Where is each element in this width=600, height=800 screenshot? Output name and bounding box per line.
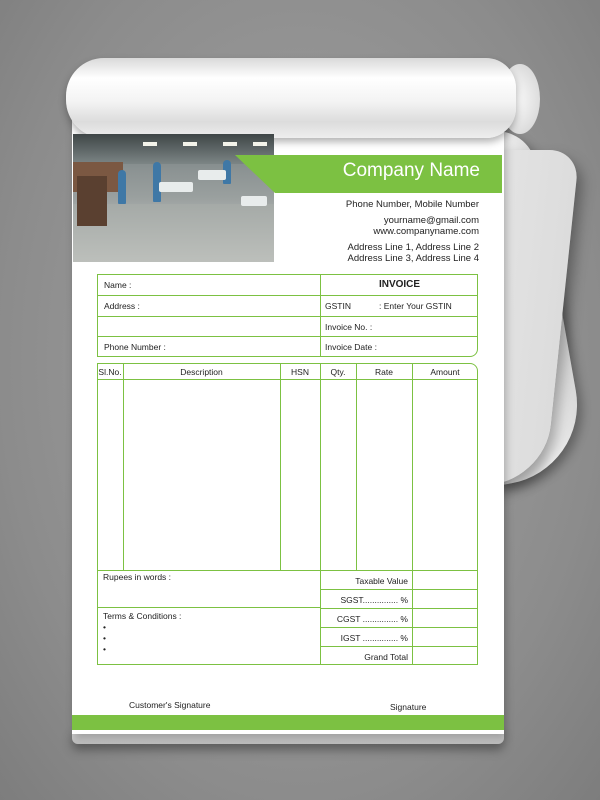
column-header-slno: Sl.No. [98, 367, 122, 377]
totals-row-line [320, 646, 478, 647]
table-header-line [97, 379, 478, 380]
cgst-label: CGST ............... % [336, 614, 408, 624]
terms-bullet: • [103, 633, 106, 643]
gstin-value: : Enter Your GSTIN [379, 301, 452, 311]
column-header-qty: Qty. [330, 367, 346, 377]
terms-bullet: • [103, 622, 106, 632]
rupees-in-words-label: Rupees in words : [103, 572, 172, 582]
totals-row-line [320, 608, 478, 609]
info-row-line [97, 295, 478, 296]
column-header-hsn: HSN [291, 367, 309, 377]
terms-bullet: • [103, 644, 106, 654]
invoice-title: INVOICE [378, 279, 421, 290]
words-terms-divider [97, 607, 320, 608]
phone-number: Phone Number, Mobile Number [345, 199, 479, 210]
taxable-value-label: Taxable Value [355, 576, 408, 586]
customer-signature-label: Customer's Signature [129, 700, 211, 710]
address-label: Address : [104, 301, 140, 311]
binding-roll [66, 58, 516, 138]
igst-label: IGST ............... % [340, 633, 408, 643]
totals-row-line [320, 627, 478, 628]
totals-top-line [97, 570, 478, 571]
terms-label: Terms & Conditions : [103, 611, 182, 621]
phone-number-label: Phone Number : [104, 342, 166, 352]
grand-total-label: Grand Total [364, 652, 408, 662]
col-divider [280, 363, 281, 570]
gstin-label: GSTIN [325, 301, 351, 311]
signature-label: Signature [390, 702, 427, 712]
info-row-line [97, 316, 478, 317]
column-header-description: Description [180, 367, 223, 377]
column-header-rate: Rate [375, 367, 393, 377]
invoice-number-label: Invoice No. : [325, 322, 373, 332]
email: yourname@gmail.com [383, 215, 479, 226]
name-label: Name : [104, 280, 132, 290]
address-line-1: Address Line 1, Address Line 2 [347, 242, 479, 253]
invoice-date-label: Invoice Date : [325, 342, 377, 352]
hospital-photo [73, 134, 274, 262]
col-divider [356, 363, 357, 570]
footer-green-bar [72, 715, 504, 730]
column-header-amount: Amount [430, 367, 460, 377]
website: www.companyname.com [373, 226, 479, 237]
col-divider [412, 363, 413, 665]
company-name: Company Name [342, 160, 480, 181]
col-divider [123, 363, 124, 570]
totals-row-line [320, 589, 478, 590]
address-line-2: Address Line 3, Address Line 4 [347, 253, 479, 264]
sgst-label: SGST............... % [340, 595, 408, 605]
info-row-line [97, 336, 478, 337]
